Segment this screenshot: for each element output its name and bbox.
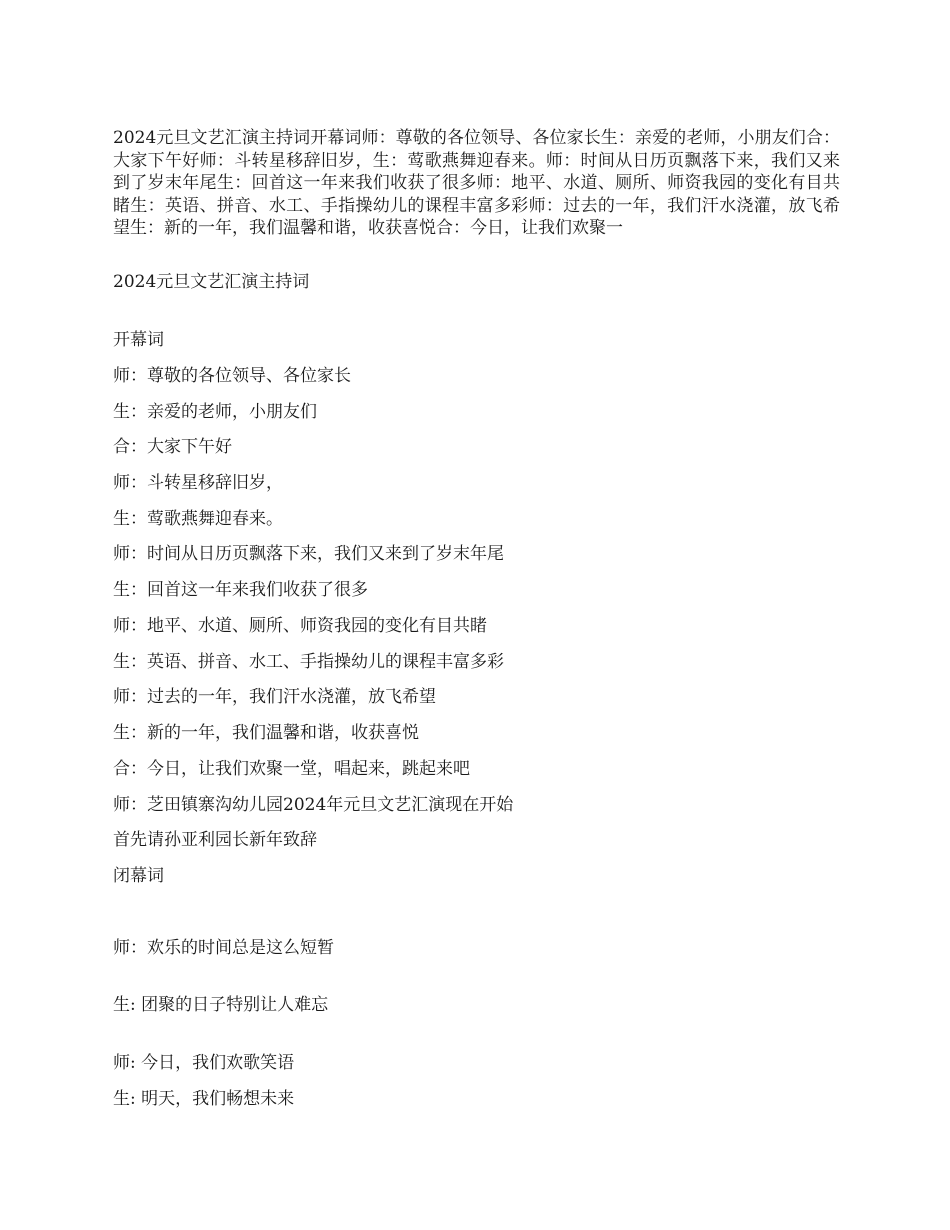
script-line: 生：英语、拼音、水工、手指操幼儿的课程丰富多彩 — [113, 652, 504, 672]
script-line: 师：欢乐的时间总是这么短暂 — [113, 938, 334, 958]
script-line: 师：斗转星移辞旧岁， — [113, 473, 283, 493]
document-title: 2024元旦文艺汇演主持词 — [113, 272, 310, 292]
script-line: 师: 今日，我们欢歌笑语 — [113, 1053, 295, 1073]
script-line: 生：新的一年，我们温馨和谐，收获喜悦 — [113, 723, 419, 743]
script-line: 生：回首这一年来我们收获了很多 — [113, 580, 368, 600]
script-line: 合：大家下午好 — [113, 437, 232, 457]
script-line: 师：芝田镇寨沟幼儿园2024年元旦文艺汇演现在开始 — [113, 795, 514, 815]
script-line: 师：尊敬的各位领导、各位家长 — [113, 366, 351, 386]
script-line: 首先请孙亚利园长新年致辞 — [113, 830, 317, 850]
script-line: 生: 明天，我们畅想未来 — [113, 1089, 295, 1109]
script-line: 师：过去的一年，我们汗水浇灌，放飞希望 — [113, 687, 436, 707]
script-line: 师：地平、水道、厕所、师资我园的变化有目共睹 — [113, 616, 487, 636]
opening-heading: 开幕词 — [113, 330, 164, 350]
script-line: 生：亲爱的老师，小朋友们 — [113, 402, 317, 422]
summary-paragraph: 2024元旦文艺汇演主持词开幕词师：尊敬的各位领导、各位家长生：亲爱的老师，小朋友们合：大家下午好师：斗转星移辞旧岁，生：莺歌燕舞迎春来。师：时间从日历页飘落下来，我们又来到了岁末年尾生：回首这一年来我们收获了很多师：地平、水道、厕所、师资我园的变化有目共睹生：英语、拼音、水工、手指操幼儿的课程丰富多彩师：过去的一年，我们汗水浇灌，放飞希望生：新的一年，我们温馨和谐，收获喜悦合：今日，让我们欢聚一 — [113, 128, 840, 238]
closing-heading: 闭幕词 — [113, 866, 164, 886]
script-line: 生: 团聚的日子特别让人难忘 — [113, 995, 329, 1015]
script-line: 生：莺歌燕舞迎春来。 — [113, 509, 283, 529]
script-line: 师：时间从日历页飘落下来，我们又来到了岁末年尾 — [113, 544, 504, 564]
script-line: 合：今日，让我们欢聚一堂，唱起来，跳起来吧 — [113, 759, 470, 779]
